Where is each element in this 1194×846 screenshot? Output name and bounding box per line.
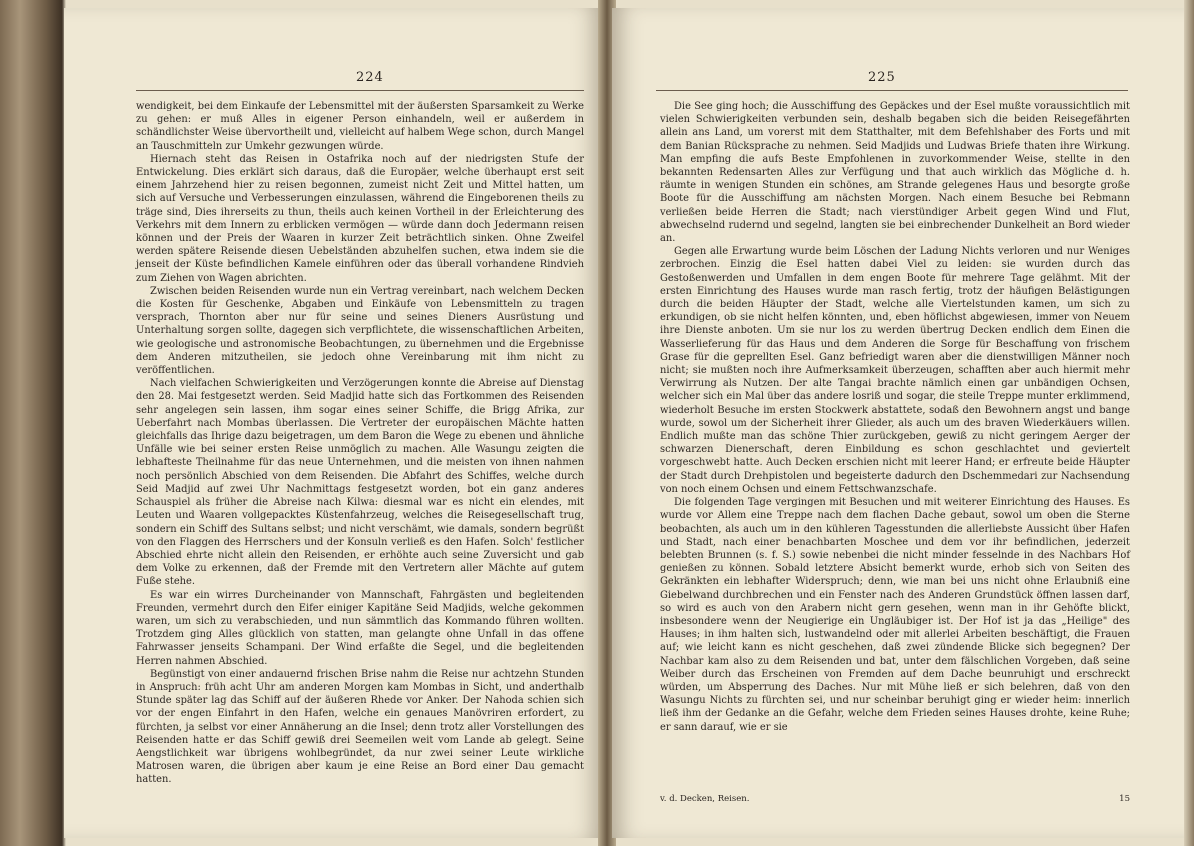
- right-page-text: [660, 100, 1130, 734]
- paragraph: Die folgenden Tage vergingen mit Besuchen und mit weiterer Einrichtung des Hauses. Es wurde vor Allem eine Treppe nach dem flachen Dache gebaut, sowol um oben die Sterne beobachten, als auch um in den kühleren Tagesstunden die allerliebste Aussicht über Hafen und Stadt, nach einer benachbarten Moschee und dem vor ihr befindlichen, jederzeit belebten Brunnen (s. f. S.) sowie nebenbei die nicht minder fesselnde in des Nachbars Hof genießen zu können. Sobald letztere Absicht bemerkt wurde, erhob sich von Seiten des Gekränkten ein lebhafter Widerspruch; denn, wie man bei uns nicht ohne Erlaubniß eine Giebelwand durchbrechen und ein Fenster nach des Anderen Grundstück öffnen lassen darf, so wird es auch von den Arabern nicht gern gesehen, wenn man in ihr Gehöfte blickt, insbesondere wenn der Neugierige ein Ungläubiger ist. Der Hof ist ja das „Heilige" des Hauses; in ihm halten sich, lustwandelnd oder mit allerlei Arbeiten beschäftigt, die Frauen auf; wie leicht kann es nicht geschehen, daß zwei zündende Blicke sich begegnen? Der Nachbar kam also zu dem Reisenden und bat, unter dem fälschlichen Vorgeben, daß seine Weiber durch das Erscheinen von Fremden auf dem Dache beunruhigt und erschreckt würden, um Absperrung des Daches. Nur mit Mühe ließ er sich belehren, daß von den Wasungu Nichts zu fürchten sei, und nur scheinbar beruhigt ging er wieder heim: innerlich ließ ihm der Gedanke an die Gefahr, welche dem Frieden seines Hauses drohte, keine Ruhe; er sann darauf, wie er sie: [660, 497, 1130, 733]
- right-page-number: 225: [868, 70, 896, 85]
- page-footer: [660, 794, 1130, 804]
- paragraph: Zwischen beiden Reisenden wurde nun ein Vertrag vereinbart, nach welchem Decken die Kosten für Geschenke, Abgaben und Einkäufe von Lebensmitteln zu tragen versprach, Thornton aber nur für seine und seines Dieners Ausrüstung und Unterhaltung sorgen sollte, dagegen sich verpflichtete, die wissenschaftlichen Arbeiten, wie geologische und astronomische Beobachtungen, zu übernehmen und die Ergebnisse dem Anderen mitzutheilen, sie jedoch ohne Vereinbarung mit ihm nicht zu veröffentlichen.: [136, 285, 584, 377]
- left-page: [64, 8, 602, 838]
- footer-signature: v. d. Decken, Reisen.: [660, 794, 750, 804]
- paragraph: Es war ein wirres Durcheinander von Mannschaft, Fahrgästen und begleitenden Freunden, vermehrt durch den Eifer einiger Kapitäne Seid Madjids, welche gekommen waren, um sich zu verabschieden, und nun sämmtlich das Kommando führen wollten. Trotzdem ging Alles glücklich von statten, man gelangte ohne Unfall in das offene Fahrwasser jenseits Schampani. Der Wind erfaßte die Segel, und die begleitenden Herren nahmen Abschied.: [136, 589, 584, 667]
- left-header-rule: [136, 90, 584, 91]
- left-page-number: 224: [356, 70, 384, 85]
- paragraph: wendigkeit, bei dem Einkaufe der Lebensmittel mit der äußersten Sparsamkeit zu Werke zu gehen: er muß Alles in eigener Person einhandeln, weil er außerdem in schändlichster Weise übervortheilt und, vielleicht auf halbem Wege schon, durch Mangel an Tauschmitteln zur Umkehr gezwungen würde.: [136, 101, 584, 152]
- right-page: [612, 8, 1186, 838]
- right-header-rule: [656, 90, 1128, 91]
- paragraph: Nach vielfachen Schwierigkeiten und Verzögerungen konnte die Abreise auf Dienstag den 28. Mai festgesetzt werden. Seid Madjid hatte sich das Fortkommen des Reisenden sehr angelegen sein lassen, ihm sogar eines seiner Schiffe, die Brigg Afrika, zur Ueberfahrt nach Mombas überlassen. Die Vertreter der europäischen Mächte hatten gleichfalls das Ihrige dazu beigetragen, um dem Baron die Wege zu ebenen und ähnliche Unfälle wie bei seiner ersten Reise unmöglich zu machen. Alle Wasungu zeigten die lebhafteste Theilnahme für das neue Unternehmen, und die meisten von ihnen nahmen noch persönlich Abschied von dem Reisenden. Die Abfahrt des Schiffes, welche durch Seid Madjid auf zwei Uhr Nachmittags festgesetzt worden, bot ein ganz anderes Schauspiel als früher die Abreise nach Kilwa: diesmal war es nicht ein elendes, mit Leuten und Waaren vollgepacktes Küstenfahrzeug, welches die Reisegesellschaft trug, sondern ein Schiff des Sultans selbst; und nicht verschämt, wie damals, sondern begrüßt von den Flaggen des Herrschers und der Konsuln verließ es den Hafen. Solch' festlicher Abschied ehrte nicht allein den Reisenden, er erhöhte auch seine Zuversicht und gab dem Volke zu erkennen, daß der Fremde mit den Vertretern aller Mächte auf gutem Fuße stehe.: [136, 378, 584, 588]
- page-edge: [1184, 0, 1194, 846]
- paragraph: Hiernach steht das Reisen in Ostafrika noch auf der niedrigsten Stufe der Entwickelung. Dies erklärt sich daraus, daß die Europäer, welche überhaupt erst seit einem Jahrzehend hier zu reisen begonnen, zumeist nicht Zeit und Mittel hatten, um sich auf Versuche und Verbesserungen einzulassen, während die Eingeborenen theils zu träge sind, Dies ihrerseits zu thun, theils auch keinen Vortheil in der Erleichterung des Verkehrs mit dem Innern zu erblicken vermögen — würde dann doch Jedermann reisen können und der Preis der Waaren in kurzer Zeit beträchtlich sinken. Ohne Zweifel werden spätere Reisende diesen Uebelständen abzuhelfen suchen, etwa indem sie die jenseit der Küste befindlichen Kamele einführen oder das überall vorhandene Rindvieh zum Ziehen von Wagen abrichten.: [136, 153, 584, 284]
- left-page-text: [136, 100, 584, 787]
- paragraph: Die See ging hoch; die Ausschiffung des Gepäckes und der Esel mußte voraussichtlich mit vielen Schwierigkeiten verbunden sein, deshalb begaben sich die beiden Reisegefährten allein ans Land, um vorerst mit dem Statthalter, mit dem Befehlshaber des Forts und mit dem Banian Rücksprache zu nehmen. Seid Madjids und Ludwas Briefe thaten ihre Wirkung. Man empfing die aufs Beste Empfohlenen in zuvorkommender Weise, stellte in den bekannten Redensarten Alles zur Verfügung und that auch wirklich das Mögliche d. h. räumte in wenigen Stunden ein schönes, am Strande gelegenes Haus und besorgte große Boote für die Ausschiffung am nächsten Morgen. Nach einem Besuche bei Rebmann verließen beide Herren die Stadt; nach vierstündiger Arbeit gegen Wind und Flut, abwechselnd rudernd und segelnd, langten sie bei einbrechender Dunkelheit an Bord wieder an.: [660, 101, 1130, 245]
- footer-sheet-number: 15: [1119, 794, 1130, 804]
- paragraph: Gegen alle Erwartung wurde beim Löschen der Ladung Nichts verloren und nur Weniges zerbrochen. Einzig die Esel hatten dabei Viel zu leiden: sie wurden durch das Gestoßenwerden und Umfallen in dem engen Boote für mehrere Tage gelähmt. Mit der ersten Einrichtung des Hauses wurde man rasch fertig, trotz der häufigen Belästigungen durch die beiden Häupter der Stadt, welche alle Viertelstunden kamen, um sich zu erkundigen, ob sie nicht helfen könnten, und, eben höflichst abgewiesen, immer von Neuem ihre Dienste anboten. Um sie nur los zu werden übertrug Decken endlich dem Einen die Wasserlieferung für das Haus und dem Anderen die Sorge für Beschaffung von frischem Grase für die geprellten Esel. Ganz befriedigt waren aber die dienstwilligen Männer noch nicht; sie mußten noch ihre Aufmerksamkeit überzeugen, schafften aber auch hiermit mehr Verwirrung als Nutzen. Der alte Tangai brachte nämlich einen gar unbändigen Ochsen, welcher sich ein Mal über das andere losriß und sogar, die steile Treppe munter erklimmend, wiederholt Besuche im ersten Stockwerk abstattete, sodaß den Bewohnern angst und bange wurde, sowol um der Sicherheit ihrer Glieder, als auch um des braven Wiederkäuers willen. Endlich mußte man das schöne Thier zurückgeben, gewiß zu nicht geringem Aerger der schwarzen Dienerschaft, deren Einbildung es schon geschlachtet und geviertelt vorgeschwebt hatte. Auch Decken erschien nicht mit leerer Hand; er erfreute beide Häupter der Stadt durch Drehpistolen und begeisterte dadurch den Dschemmedari zur Nachsendung von noch einem Ochsen und einem Fettschwanzschafe.: [660, 246, 1130, 495]
- paragraph: Begünstigt von einer andauernd frischen Brise nahm die Reise nur achtzehn Stunden in Anspruch: früh acht Uhr am anderen Morgen kam Mombas in Sicht, und anderthalb Stunde später lag das Schiff auf der äußeren Rhede vor Anker. Der Nahoda schien sich vor der engen Einfahrt in den Hafen, welche ein genaues Manövriren erfordert, zu fürchten, ja selbst vor einer Annäherung an die Insel; denn trotz aller Vorstellungen des Reisenden hatte er das Schiff gewiß drei Seemeilen weit vom Lande ab gelegt. Seine Aengstlichkeit war übrigens wohlbegründet, da nur zwei seiner Leute wirkliche Matrosen waren, die übrigen aber kaum je eine Reise an Bord einer Dau gemacht hatten.: [136, 668, 584, 786]
